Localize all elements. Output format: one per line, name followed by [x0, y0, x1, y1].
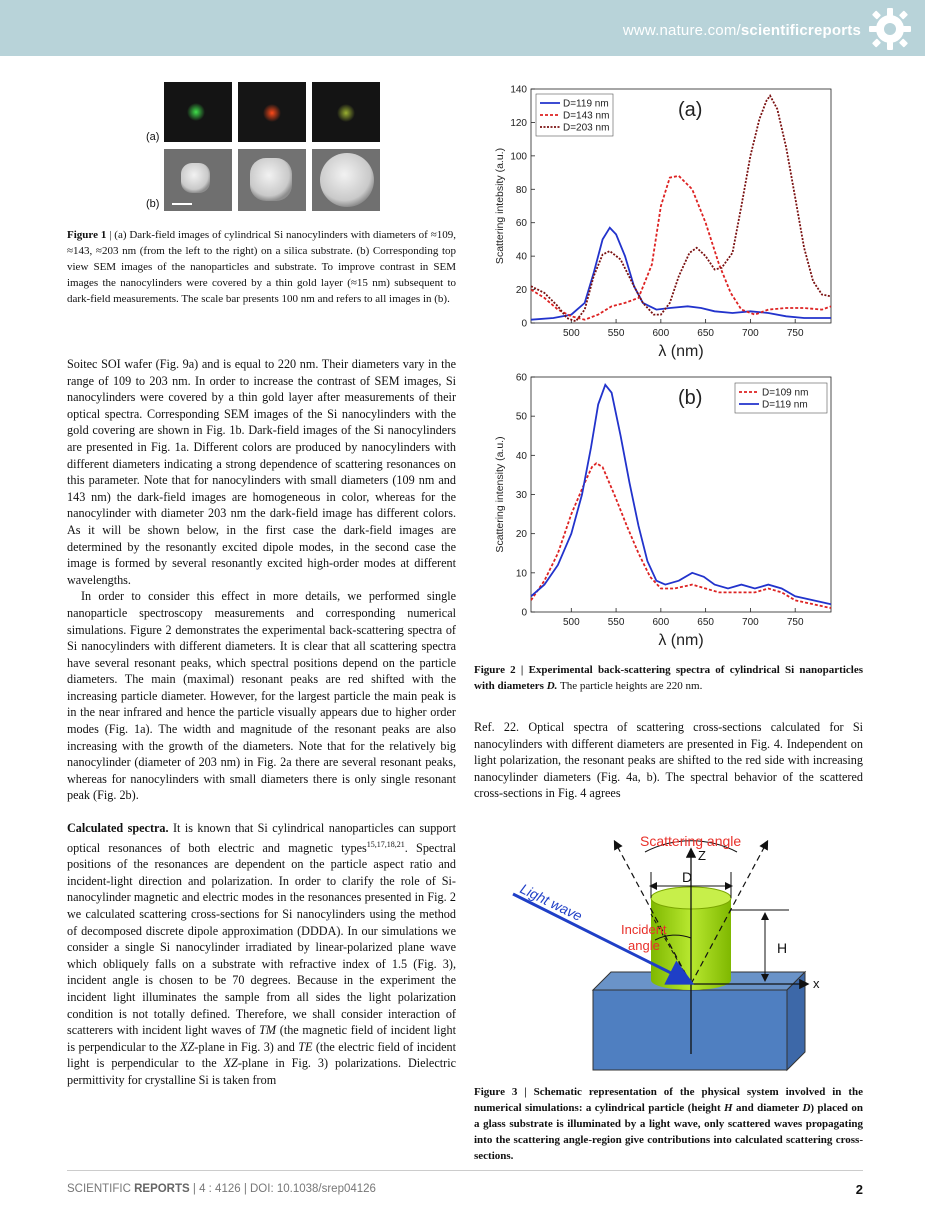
z-axis-label: Z: [698, 848, 706, 863]
paragraph-right-1: Ref. 22. Optical spectra of scattering cross-sections calculated for Si nanocylinders with different diameters are presented in Fig. 4. Independent on light polarization, the resonant peaks are shifted to the red side with increasing nanocylinder diameters (Fig. 4a, b). The spectral behavior of the scattered cross-sections in Fig. 4 agrees: [474, 720, 863, 801]
figure3-caption: Figure 3 | Schematic representation of the physical system involved in the numerical simulations: a cylindrical particle (height H and diameter D) placed on a glass substrate is illuminated by a light wave, only scattered waves propagating into the scattering angle-region give contributions into calculated scattering cross-sections.: [474, 1086, 863, 1162]
figure1-row-b-label: (b): [146, 198, 160, 210]
y-tick-label: 80: [515, 184, 527, 196]
figure1-caption: Figure 1 | (a) Dark-field images of cylindrical Si nanocylinders with diameters of ≈109, ≈143, ≈203 nm (from the left to the right) on a silica substrate. (b) Corresponding top view SEM images of the nanoparticles and substrate. To improve contrast in SEM images the nanocylinders were covered by a thin gold layer (≈15 nm) subsequent to dark-field measurements. The scale bar presents 100 nm and refers to all images in (b).: [67, 229, 456, 305]
x-tick-label: 700: [742, 328, 759, 339]
y-tick-label: 40: [515, 450, 527, 462]
x-tick-label: 500: [562, 328, 580, 339]
footer-divider: [67, 1170, 863, 1171]
y-axis-title: Scattering intensity (a.u.): [494, 436, 506, 553]
paragraph-1: Soitec SOI wafer (Fig. 9a) and is equal to 220 nm. Their diameters vary in the range of 109 to 203 nm. In order to increase the contrast of SEM images, Si nanocylinders were covered by a thin gold layer after measurements of their optical spectra. Corresponding SEM images of the Si nanocylinders with the gold covering are shown in Fig. 1b. Dark-field images of the Si nanocylinders are presented in Fig. 1a. Different colors are produced by nanocylinders with different diameters indicating a strong dependence of scattering resonances on this parameter. Note that for nanocylinders with small diameters (109 nm and 143 nm) the dark-field images are homogeneous in color, whereas for the nanocylinder with diameter 203 nm the dark-field image has different colors. As it will be shown below, in the first case the dark-field images are determined by the resonantly excited dipole modes, in the second case the image is formed by several resonantly excited high-order modes at different wavelengths.: [67, 357, 456, 587]
page-number: 2: [855, 1182, 863, 1197]
paragraph-3: Calculated spectra. It is known that Si cylindrical nanoparticles can support optical resonances of both electric and magnetic types$^{15,17,18,21}$. Spectral positions of the resonances are dependent on the particle aspect ratio and incident-light direction and polarization. In order to clarify the role of Si-nanocylinder magnetic and electric modes in the resonances presented in Fig. 2 we calculated scattering cross-sections for Si nanocylinders using the method of decomposed discrete dipole approximation (DDDA). In our simulations we consider a single Si nanocylinder irradiated by linear-polarized plane wave which obliquely falls on a substrate with refractive index of 1.5 (Fig. 3), incident angle is chosen to be 70 degrees. Because in the experiment the incident light illuminates the sample from all sides the light polarization condition is not totally defined. Therefore, we shall consider interaction of scatterers with incident light waves of TM (the magnetic field of incident light is perpendicular to the XZ-plane in Fig. 3) and TE (the electric field of incident light is perpendicular to the XZ-plane in Fig. 3) polarizations. Dielectric permittivity for crystalline Si is taken from: [67, 821, 456, 1087]
x-tick-label: 750: [786, 617, 804, 628]
incident-angle-label-1: Incident: [621, 922, 667, 937]
figure1-images: [144, 82, 384, 214]
panel-label: (b): [678, 387, 703, 409]
diameter-label: D: [682, 869, 693, 885]
y-tick-label: 60: [515, 218, 527, 230]
footer-citation: SCIENTIFIC REPORTS | 4 : 4126 | DOI: 10.1038/srep04126: [67, 1183, 376, 1195]
y-tick-label: 30: [515, 490, 527, 501]
legend-entry: D=203 nm: [563, 122, 610, 134]
legend-entry: D=143 nm: [563, 110, 610, 122]
figure1-row-a-label: (a): [146, 131, 160, 143]
incident-angle-label-2: angle: [628, 938, 660, 953]
y-tick-label: 20: [515, 529, 527, 541]
y-tick-label: 120: [510, 117, 527, 129]
y-axis-title: Scattering intebsity (a.u.): [494, 147, 506, 265]
figure3-schematic: [495, 822, 845, 1080]
y-tick-label: 50: [515, 411, 527, 423]
right-column-text: [474, 719, 863, 802]
figure2a-chart: [488, 80, 843, 370]
section-heading-calculated-spectra: Calculated spectra.: [67, 821, 169, 836]
legend-entry: D=119 nm: [563, 98, 609, 110]
y-tick-label: 0: [521, 318, 527, 330]
y-tick-label: 60: [515, 372, 527, 384]
x-tick-label: 500: [562, 617, 580, 628]
x-tick-label: 750: [786, 328, 804, 339]
scale-bar: [172, 203, 192, 205]
x-tick-label: 650: [697, 617, 714, 628]
x-axis-label: x: [813, 976, 820, 991]
legend-entry: D=109 nm: [762, 387, 809, 399]
x-axis-title: λ (nm): [658, 632, 704, 649]
panel-label: (a): [678, 99, 703, 121]
x-tick-label: 650: [697, 328, 714, 339]
y-tick-label: 10: [515, 568, 527, 580]
height-label: H: [777, 940, 788, 956]
glass-substrate-front: [593, 990, 787, 1070]
x-tick-label: 600: [652, 328, 670, 339]
light-wave-label: Light wave: [517, 880, 585, 925]
x-tick-label: 550: [607, 328, 625, 339]
y-tick-label: 20: [515, 285, 527, 297]
x-tick-label: 700: [742, 617, 759, 628]
scattering-angle-label: Scattering angle: [640, 833, 742, 849]
figure2b-chart: [488, 370, 843, 650]
x-tick-label: 550: [607, 617, 625, 628]
legend-entry: D=119 nm: [762, 399, 808, 411]
y-tick-label: 40: [515, 251, 527, 263]
journal-url[interactable]: www.nature.com/scientificreports: [622, 22, 861, 39]
x-tick-label: 600: [652, 617, 670, 628]
x-axis-title: λ (nm): [658, 343, 704, 360]
left-column-text: [67, 356, 456, 1089]
y-tick-label: 140: [510, 84, 527, 96]
glass-substrate-side: [787, 972, 805, 1070]
paragraph-2: In order to consider this effect in more details, we performed single nanoparticle spectroscopy measurements and corresponding numerical simulations. Figure 2 demonstrates the experimental back-scattering spectra of Si nanocylinders with different diameters. It is clear that all scattering spectra have several resonant peaks, which spectral positions depend on the particle diameters. The main (maximal) resonant peaks are red shifted with the increasing particle diameter. However, for the largest particle the main peak is in the near infrared and hence the particle visually appears due to higher order modes (Fig. 1a). The width and magnitude of the resonant peaks are also increasing with the growth of the diameters. Note that for the relatively big nanocylinder (diameter of 203 nm) in Fig. 2a there are several resonant peaks, whereas for nanocylinders with small diameters there is only single resonant peak (Fig. 2b).: [67, 589, 456, 803]
gear-logo-icon: [867, 6, 913, 52]
figure2-caption: Figure 2 | Experimental back-scattering spectra of cylindrical Si nanoparticles with diameters D. The particle heights are 220 nm.: [474, 664, 863, 692]
y-tick-label: 0: [521, 607, 527, 619]
y-tick-label: 100: [510, 151, 527, 163]
